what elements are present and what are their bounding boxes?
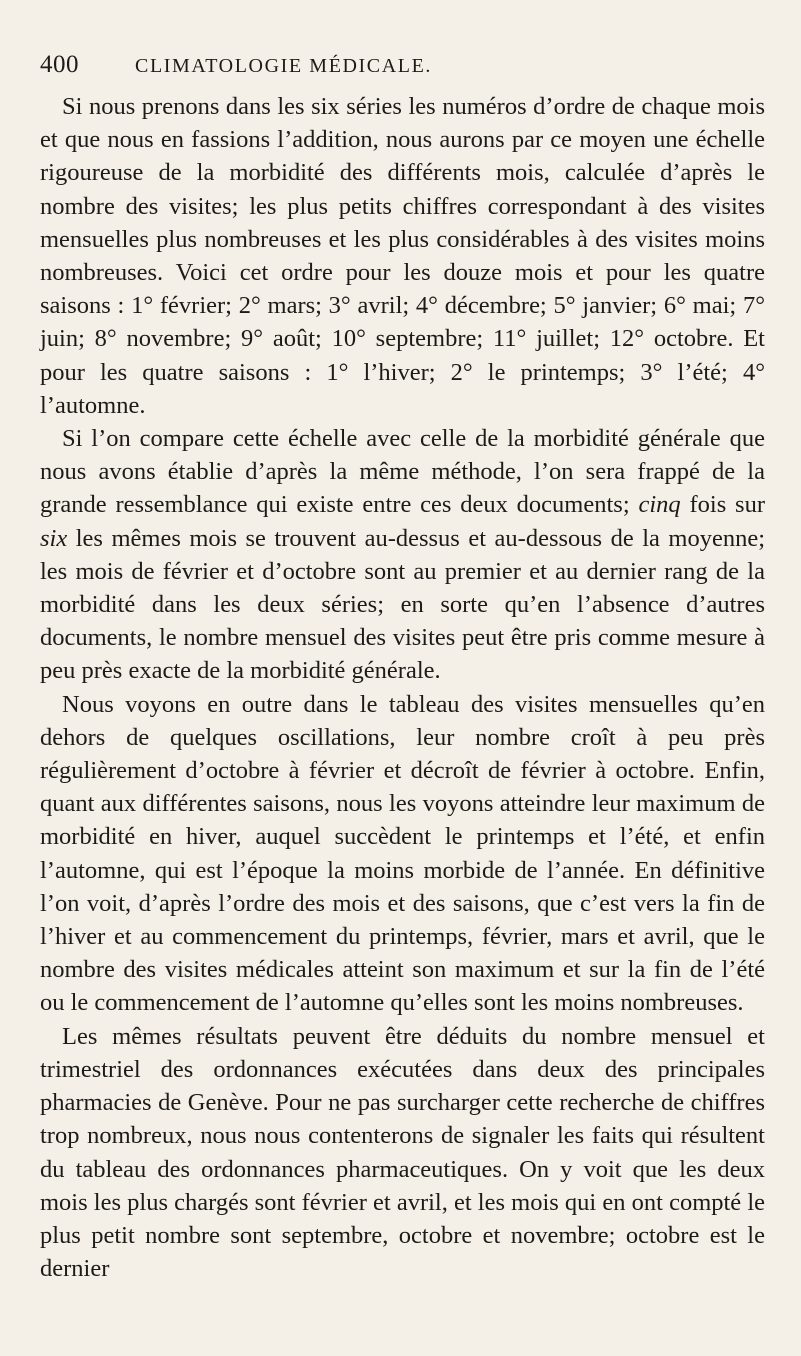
body-text <box>40 90 765 1285</box>
paragraph-2-part-a: Si l’on compare cette échelle avec celle de la morbidité générale que nous avons établie d’après la même méthode, l’on sera frappé de la grande ressemblance qui existe entre ces deux documents; <box>40 425 765 519</box>
paragraph-2-part-c: les mêmes mois se trouvent au-dessus et au-dessous de la moyenne; les mois de février et d’octobre sont au premier et au dernier rang de la morbidité dans les deux séries; en sorte qu’en l’absence d’autres documents, le nombre mensuel des visites peut être pris comme mesure à peu près exacte de la morbidité générale. <box>40 524 765 685</box>
italic-cinq: cinq <box>638 491 681 519</box>
running-head <box>40 50 765 80</box>
paragraph-2-part-b: fois sur <box>680 491 765 519</box>
italic-six: six <box>40 524 68 552</box>
paragraph-1: Si nous prenons dans les six séries les numéros d’ordre de chaque mois et que nous en fassions l’addition, nous aurons par ce moyen une échelle rigoureuse de la morbidité des différents mois, calculée d’après le nombre des visites; les plus petits chiffres correspondant à des visites mensuelles plus nombreuses et les plus considérables à des visites moins nombreuses. Voici cet ordre pour les douze mois et pour les quatre saisons : 1° février; 2° mars; 3° avril; 4° décembre; 5° janvier; 6° mai; 7° juin; 8° novembre; 9° août; 10° septembre; 11° juillet; 12° octobre. Et pour les quatre saisons : 1° l’hiver; 2° le printemps; 3° l’été; 4° l’automne. <box>40 93 765 419</box>
paragraph-2 <box>40 422 765 688</box>
running-title: CLIMATOLOGIE MÉDICALE. <box>135 55 433 77</box>
paragraph-4: Les mêmes résultats peuvent être déduits du nombre mensuel et trimestriel des ordonnances exécutées dans deux des principales pharmacies de Genève. Pour ne pas surcharger cette recherche de chiffres trop nombreux, nous nous contenterons de signaler les faits qui résultent du tableau des ordonnances pharmaceutiques. On y voit que les deux mois les plus chargés sont février et avril, et les mois qui en ont compté le plus petit nombre sont septembre, octobre et novembre; octobre est le dernier <box>40 1022 765 1283</box>
paragraph-3: Nous voyons en outre dans le tableau des visites mensuelles qu’en dehors de quelques oscillations, leur nombre croît à peu près régulièrement d’octobre à février et décroît de février à octobre. Enfin, quant aux différentes saisons, nous les voyons atteindre leur maximum de morbidité en hiver, auquel succèdent le printemps et l’été, et enfin l’automne, qui est l’époque la moins morbide de l’année. En définitive l’on voit, d’après l’ordre des mois et des saisons, que c’est vers la fin de l’hiver et au commencement du printemps, février, mars et avril, que le nombre des visites médicales atteint son maximum et sur la fin de l’été ou le commencement de l’automne qu’elles sont les moins nombreuses. <box>40 690 765 1017</box>
page-number: 400 <box>40 51 79 78</box>
